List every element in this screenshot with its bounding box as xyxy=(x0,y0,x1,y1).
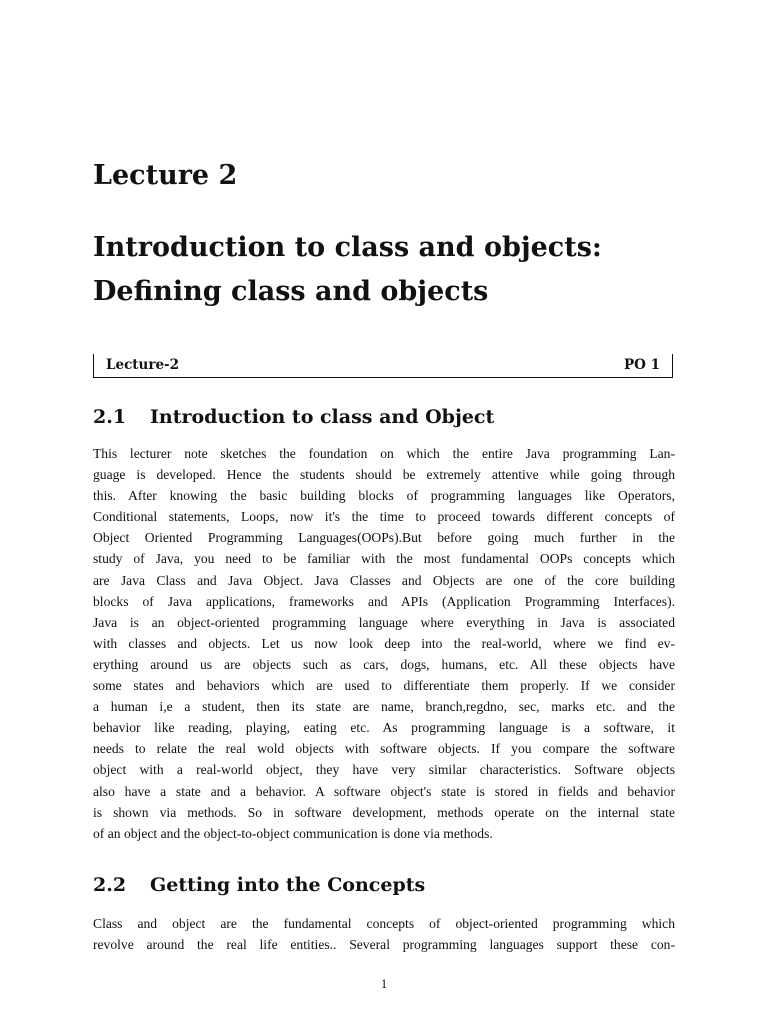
title-line-1: Introduction to class and objects: xyxy=(93,232,602,263)
paragraph-line: needs to relate the real wold objects with software objects. If you compare the software xyxy=(93,741,675,757)
paragraph-line: is shown via methods. So in software development, methods operate on the internal state xyxy=(93,804,675,820)
paragraph-line: a human i,e a student, then its state are name, branch,regdno, sec, marks etc. and the xyxy=(93,699,675,715)
paragraph-line: this. After knowing the basic building blocks of programming languages like Operators, xyxy=(93,488,675,504)
section-title: Introduction to class and Object xyxy=(150,406,495,428)
paragraph-line: some states and behaviors which are used to differentiate them properly. If we consider xyxy=(93,678,675,694)
paragraph-line: study of Java, you need to be familiar with the most fundamental OOPs concepts which xyxy=(93,551,675,567)
paragraph-line: are Java Class and Java Object. Java Classes and Objects are one of the core building xyxy=(93,572,675,588)
section-2-2-paragraph xyxy=(93,913,675,955)
paragraph-line: Conditional statements, Loops, now it's the time to proceed towards different concepts of xyxy=(93,509,675,525)
lecture-heading: Lecture 2 xyxy=(93,160,238,191)
paragraph-line: guage is developed. Hence the students should be extremely attentive while going through xyxy=(93,467,675,483)
section-heading-2-1 xyxy=(93,406,494,428)
paragraph-line: object with a real-world object, they have very similar characteristics. Software objects xyxy=(93,762,675,778)
lecture-info-box xyxy=(93,354,673,378)
paragraph-line: revolve around the real life entities.. Several programming languages support these con- xyxy=(93,937,675,953)
lecture-title xyxy=(93,226,602,314)
paragraph-line: with classes and objects. Let us now look deep into the real-world, where we find ev- xyxy=(93,635,675,651)
paragraph-line: This lecturer note sketches the foundation on which the entire Java programming Lan- xyxy=(93,446,675,461)
paragraph-line: erything around us are objects such as cars, dogs, humans, etc. All these objects have xyxy=(93,656,675,672)
paragraph-line: also have a state and a behavior. A software object's state is stored in fields and behavior xyxy=(93,783,675,799)
paragraph-line: Class and object are the fundamental concepts of object-oriented programming which xyxy=(93,916,675,931)
section-number: 2.2 xyxy=(93,874,127,896)
section-heading-2-2 xyxy=(93,874,425,896)
paragraph-line: blocks of Java applications, frameworks and APIs (Application Programming Interfaces). xyxy=(93,593,675,609)
section-2-1-paragraph xyxy=(93,443,675,844)
page-number: 1 xyxy=(380,976,388,991)
paragraph-line: Java is an object-oriented programming language where everything in Java is associated xyxy=(93,614,675,630)
info-box-lecture-label: Lecture-2 xyxy=(106,357,180,373)
paragraph-line: of an object and the object-to-object communication is done via methods. xyxy=(93,825,493,841)
info-box-po-label: PO 1 xyxy=(623,357,660,373)
paragraph-line: behavior like reading, playing, eating etc. As programming language is a software, it xyxy=(93,720,675,736)
title-line-2: Defining class and objects xyxy=(93,276,489,307)
paragraph-line: Object Oriented Programming Languages(OOPs).But before going much further in the xyxy=(93,530,675,546)
section-title: Getting into the Concepts xyxy=(150,874,426,896)
section-number: 2.1 xyxy=(93,406,127,428)
